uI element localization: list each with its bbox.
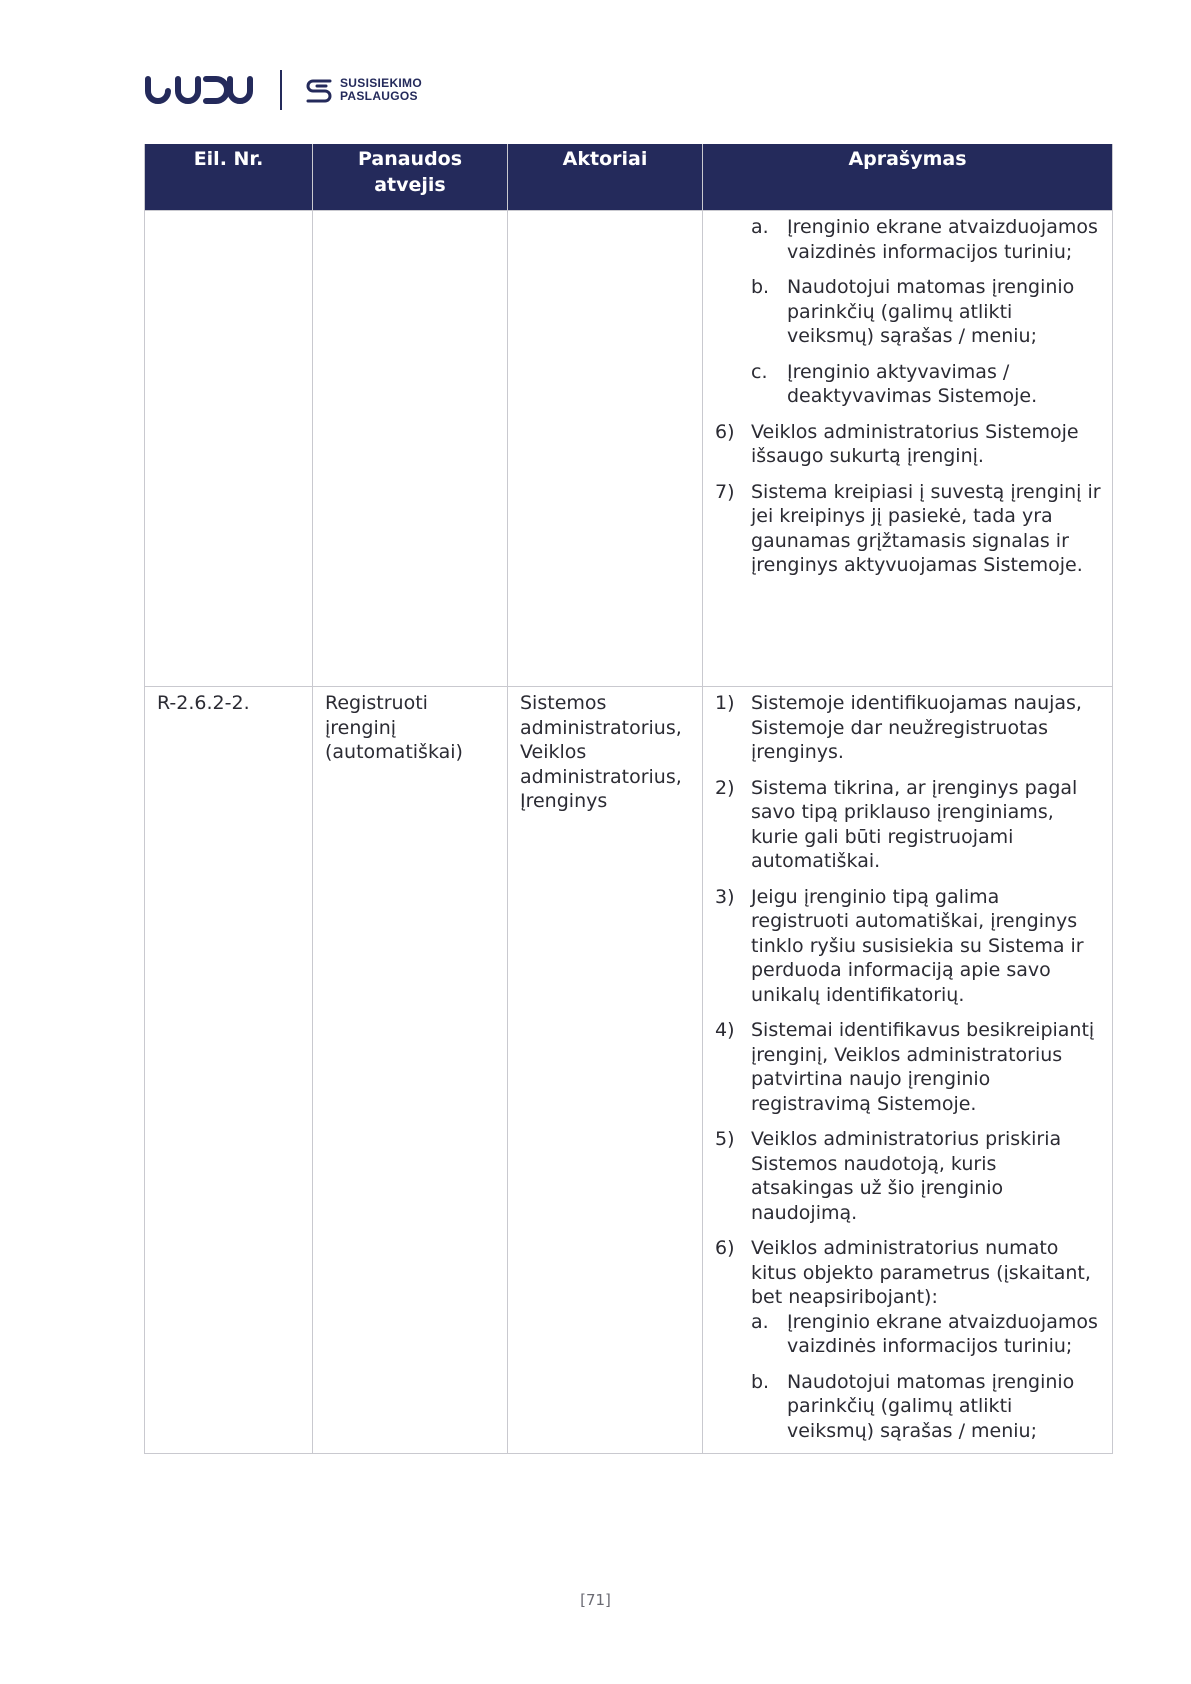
step-list (715, 420, 1102, 578)
step-item: 6) Veiklos administratorius numato kitus objekto parametrus (įskaitant, bet neapsiribojant): (715, 1237, 1091, 1308)
header-eil-nr: Eil. Nr. (145, 144, 313, 211)
cell-id: R-2.6.2-2. (145, 687, 313, 1454)
step-item: 4) Sistemai identifikavus besikreipiantį įrenginį, Veiklos administratorius patvirtina naujo įrenginio registravimą Sistemoje. (715, 1019, 1095, 1115)
step-item: 3) Jeigu įrenginio tipą galima registruoti automatiškai, įrenginys tinklo ryšiu susisiekia su Sistema ir perduoda informaciją apie savo unikalų identifikatorių. (715, 885, 1084, 1006)
page-number: [71] (580, 1591, 611, 1609)
table-row (145, 211, 1113, 687)
table-row (145, 687, 1113, 1454)
step-list (715, 691, 1102, 1310)
sp-logo-icon (304, 76, 334, 104)
sub-item-list (715, 215, 1102, 409)
logo-divider (280, 70, 282, 110)
cell-id (145, 211, 313, 687)
step-item: 2) Sistema tikrina, ar įrenginys pagal savo tipą priklauso įrenginiams, kurie gali būti registruojami automatiškai. (715, 776, 1078, 872)
cell-description (703, 687, 1113, 1454)
header-aprasymas: Aprašymas (703, 144, 1113, 211)
judu-logo-mark (144, 75, 256, 105)
step-item: 5) Veiklos administratorius priskiria Sistemos naudotoją, kuris atsakingas už šio įrenginio naudojimą. (715, 1128, 1062, 1224)
sub-item: a. Įrenginio ekrane atvaizduojamos vaizdinės informacijos turiniu; (751, 216, 1098, 263)
sub-item: c. Įrenginio aktyvavimas / deaktyvavimas Sistemoje. (751, 360, 1038, 407)
cell-actors: Sistemos administratorius, Veiklos administratorius, Įrenginys (508, 687, 703, 1454)
cell-description (703, 211, 1113, 687)
sub-item: b. Naudotojui matomas įrenginio parinkčių (galimų atlikti veiksmų) sąrašas / meniu; (751, 1370, 1075, 1442)
sub-item: a. Įrenginio ekrane atvaizduojamos vaizdinės informacijos turiniu; (751, 1310, 1098, 1357)
table-header-row (145, 144, 1113, 211)
step-item: 6) Veiklos administratorius Sistemoje išsaugo sukurtą įrenginį. (715, 420, 1079, 467)
cell-use-case: Registruoti įrenginį (automatiškai) (313, 687, 508, 1454)
sp-logo-line2: PASLAUGOS (340, 89, 418, 103)
step-item: 1) Sistemoje identifikuojamas naujas, Sistemoje dar neužregistruotas įrenginys. (715, 692, 1082, 763)
sub-item-list (715, 1310, 1102, 1444)
cell-use-case (313, 211, 508, 687)
header-aktoriai: Aktoriai (508, 144, 703, 211)
sp-logo-line1: SUSISIEKIMO (340, 76, 422, 90)
step-item: 7) Sistema kreipiasi į suvestą įrenginį ir jei kreipinys jį pasiekė, tada yra gaunamas grįžtamasis signalas ir įrenginys aktyvuojamas Sistemoje. (715, 480, 1101, 576)
use-case-table (144, 144, 1113, 1454)
cell-actors (508, 211, 703, 687)
judu-logo (144, 75, 256, 105)
sub-item: b. Naudotojui matomas įrenginio parinkčių (galimų atlikti veiksmų) sąrašas / meniu; (751, 276, 1075, 347)
header-logo (144, 66, 422, 114)
header-panaudos-atvejis: Panaudos atvejis (313, 144, 508, 211)
susisiekimo-paslaugos-logo (304, 76, 422, 104)
